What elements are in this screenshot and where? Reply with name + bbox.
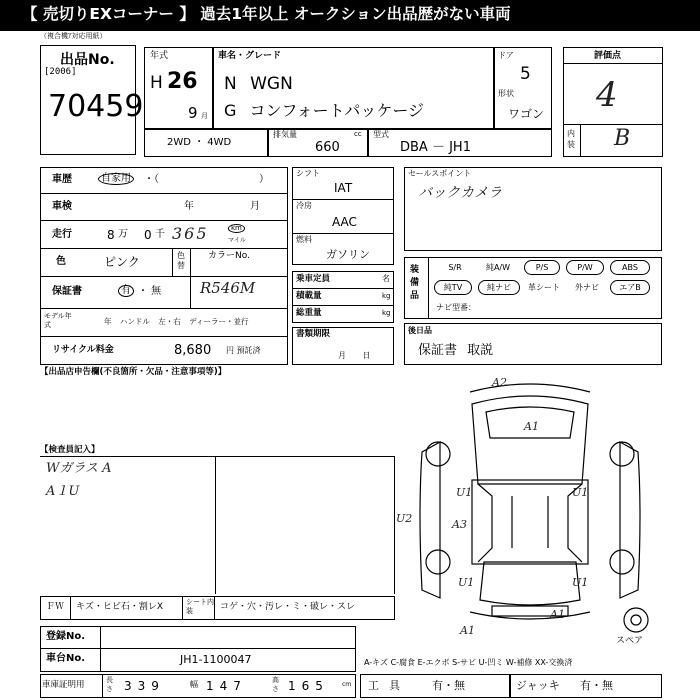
equip-sr: S/R (448, 263, 462, 272)
color-no: R546M (200, 279, 256, 297)
color-label: 色 (56, 256, 66, 267)
cm-unit: cm (342, 681, 352, 688)
equipment-label: 装備品 (410, 265, 420, 301)
damage-mark-a1-rear: A1 (460, 624, 475, 637)
interior-divider (563, 124, 663, 125)
banner-title: 【 売切りEXコーナー 】 過去1年以上 オークション出品歴がない車両 (22, 5, 511, 23)
capacity-label: 乗車定員 (296, 274, 331, 284)
drive-value: 2WD ・ 4WD (167, 137, 232, 148)
shift-line-1 (292, 199, 394, 200)
inspector-box (40, 456, 395, 594)
month-unit: 月 (201, 112, 208, 120)
grade-name: G コンフォートパッケージ (224, 101, 425, 120)
interior-grade: B (614, 126, 631, 151)
score-divider (563, 63, 663, 64)
reg-line (40, 648, 356, 649)
body-shape: ワゴン (508, 107, 545, 121)
equip-pw: P/W (566, 260, 604, 275)
reg-label: 登録No. (46, 631, 86, 642)
km-label: km (228, 224, 245, 233)
equip-abs: ABS (610, 260, 650, 275)
recycle-unit: 円 預託済 (226, 346, 261, 355)
car-diagram (396, 372, 660, 652)
damage-mark-a2: A2 (492, 376, 507, 389)
model-code: DBA － JH1 (400, 140, 471, 155)
reg-vline (100, 626, 101, 672)
tools-label: 工具 (368, 679, 410, 692)
damage-mark-u1-right: U1 (572, 486, 589, 499)
damage-mark-a1-rear2: A1 (550, 608, 565, 621)
wid-value: 147 (206, 679, 247, 693)
equip-airbag: エアB (610, 280, 650, 295)
len-label: 長さ (106, 676, 113, 693)
equip-ps: P/S (524, 260, 560, 275)
equip-navi: 純ナビ (478, 280, 520, 295)
recycle-value: 8,680 (174, 343, 212, 358)
color-no-label: カラーNo. (208, 251, 250, 261)
wid-label: 幅 (190, 680, 198, 689)
mileage-label: 走行 (52, 229, 72, 240)
fw-vline-2 (182, 596, 183, 620)
mile-label: マイル (228, 237, 246, 244)
cap-line-2 (292, 305, 394, 306)
warranty-label: 保証書 (52, 286, 82, 297)
shift-value: IAT (334, 181, 353, 195)
chassis-value: JH1-1100047 (180, 653, 252, 666)
inspector-line2: A１U (46, 484, 80, 499)
declare-label: 【出品店申告欄(不良箇所・欠品・注意事項等)】 (40, 367, 227, 377)
type-label: 型式 (373, 130, 389, 139)
fuel-label: 燃料 (296, 235, 312, 244)
ac-value: AAC (332, 215, 357, 229)
cert-vline (102, 674, 103, 698)
load-label: 積載量 (296, 291, 322, 301)
cc-unit: cc (354, 130, 362, 138)
mileage-sen: 0 (144, 228, 152, 242)
history-rest: ・（ ） (144, 174, 269, 185)
lot-label: 出品No. (60, 52, 115, 68)
row-line-1 (40, 193, 288, 194)
recycle-label: リサイクル料金 (52, 345, 114, 355)
equip-tv: 純TV (434, 280, 472, 295)
sen-unit: 千 (155, 229, 165, 240)
load-unit: kg (382, 292, 391, 300)
inspector-label: 【検査員記入】 (40, 445, 100, 455)
model-year-label: モデル年式 (44, 312, 72, 329)
tools-value: 有・無 (432, 679, 465, 692)
fw-vline-1 (70, 596, 71, 620)
row-line-2 (40, 220, 288, 221)
equip-extnavi: 外ナビ (575, 283, 599, 292)
score-value: 4 (596, 75, 618, 115)
history-value: 自家用 (98, 173, 134, 185)
damage-mark-u1-rear: U1 (572, 576, 589, 589)
inspection-label: 車検 (52, 201, 72, 212)
row-line-6 (40, 336, 288, 337)
interior-vline (580, 124, 581, 157)
year-label: 年式 (150, 51, 169, 61)
man-unit: 万 (118, 229, 128, 240)
color-change-label: 色替 (177, 251, 185, 270)
spare-label: スペア (616, 636, 644, 646)
name-label: 車名・グレード (218, 51, 282, 61)
displacement-value: 660 (315, 140, 340, 155)
doors-value: 5 (520, 64, 531, 84)
cert-label: 車庫証明用 (42, 680, 85, 690)
damage-mark-u2: U2 (396, 512, 413, 525)
shift-label: シフト (296, 169, 320, 178)
year-value: 26 (167, 69, 198, 94)
interior-label: 内装 (567, 129, 575, 149)
ac-label: 冷房 (296, 201, 312, 210)
lot-number: 70459 (48, 89, 144, 124)
equip-leather: 革シート (528, 283, 560, 292)
chassis-label: 車台No. (46, 653, 86, 664)
sales-point-label: セールスポイント (408, 169, 472, 178)
shape-label: 形状 (498, 89, 514, 98)
displacement-label: 排気量 (273, 130, 297, 139)
equipment-vline (428, 257, 429, 319)
month-value: 9 (188, 104, 198, 122)
score-label: 評価点 (594, 51, 622, 61)
fuel-value: ガソリン (326, 248, 370, 261)
cap-line-1 (292, 288, 394, 289)
damage-mark-u1-rear-left: U1 (458, 576, 475, 589)
row-line-4 (40, 276, 288, 277)
gross-label: 総重量 (296, 308, 322, 318)
sales-box (404, 167, 662, 251)
later-value: 保証書 取説 (418, 343, 494, 358)
fw-label: ＦＷ (46, 602, 65, 612)
damage-mark-a1-roof: A1 (524, 420, 539, 433)
hei-value: 165 (288, 679, 329, 693)
mileage-rest: 365 (172, 224, 209, 243)
seat-text: コゲ・穴・汚レ・ミ・破レ・スレ (220, 602, 356, 612)
seat-label: シート内装 (186, 598, 214, 615)
era: H (150, 73, 163, 93)
jack-value: 有・無 (580, 679, 613, 692)
regdate-unit: 月 日 (338, 351, 371, 360)
fw-vline-3 (214, 596, 215, 620)
gross-unit: kg (382, 309, 391, 317)
warranty-yes: 有 (118, 285, 134, 297)
color-value: ピンク (104, 255, 140, 269)
fw-text: キズ・ヒビ石・割レX (76, 602, 163, 612)
color-vline-2 (190, 248, 191, 308)
damage-mark-a3: A3 (452, 518, 467, 531)
inspector-line1: Wガラス A (46, 461, 112, 476)
jack-label: ジャッキ (516, 679, 560, 692)
warranty-no: ・ 無 (138, 286, 162, 297)
capacity-unit: 名 (382, 274, 390, 283)
model-name: N WGN (224, 74, 293, 94)
nav-model-label: ナビ型番： (436, 303, 476, 312)
hei-label: 高さ (272, 676, 279, 693)
regdate-label: 書類期限 (296, 329, 331, 339)
history-label: 車歴 (52, 174, 72, 185)
row-line-5 (40, 308, 288, 309)
color-vline-1 (172, 248, 173, 276)
partial-note: （複合機ｱ対応用紙） (40, 32, 107, 40)
lot-stamp: [2006] (44, 67, 77, 77)
legend: A-キズ C-腐食 E-エクボ S-サビ U-凹ミ W-補修 XX-交換済 (364, 658, 573, 667)
inspection-year-unit: 年 (184, 201, 194, 212)
shift-line-2 (292, 233, 394, 234)
door-label: ドア (498, 51, 514, 60)
inspection-month-unit: 月 (250, 201, 260, 212)
len-value: 339 (124, 679, 165, 693)
later-label: 後日品 (408, 326, 432, 335)
equip-aw: 純A/W (485, 263, 511, 272)
row-line-3 (40, 248, 288, 249)
inspector-vline (215, 456, 216, 594)
model-year-text: 年 ハンドル 左・右 ディーラー・並行 (104, 317, 249, 326)
mileage-man: 8 (107, 228, 115, 242)
sales-point: バックカメラ (418, 185, 502, 201)
damage-mark-u1-left: U1 (456, 486, 473, 499)
